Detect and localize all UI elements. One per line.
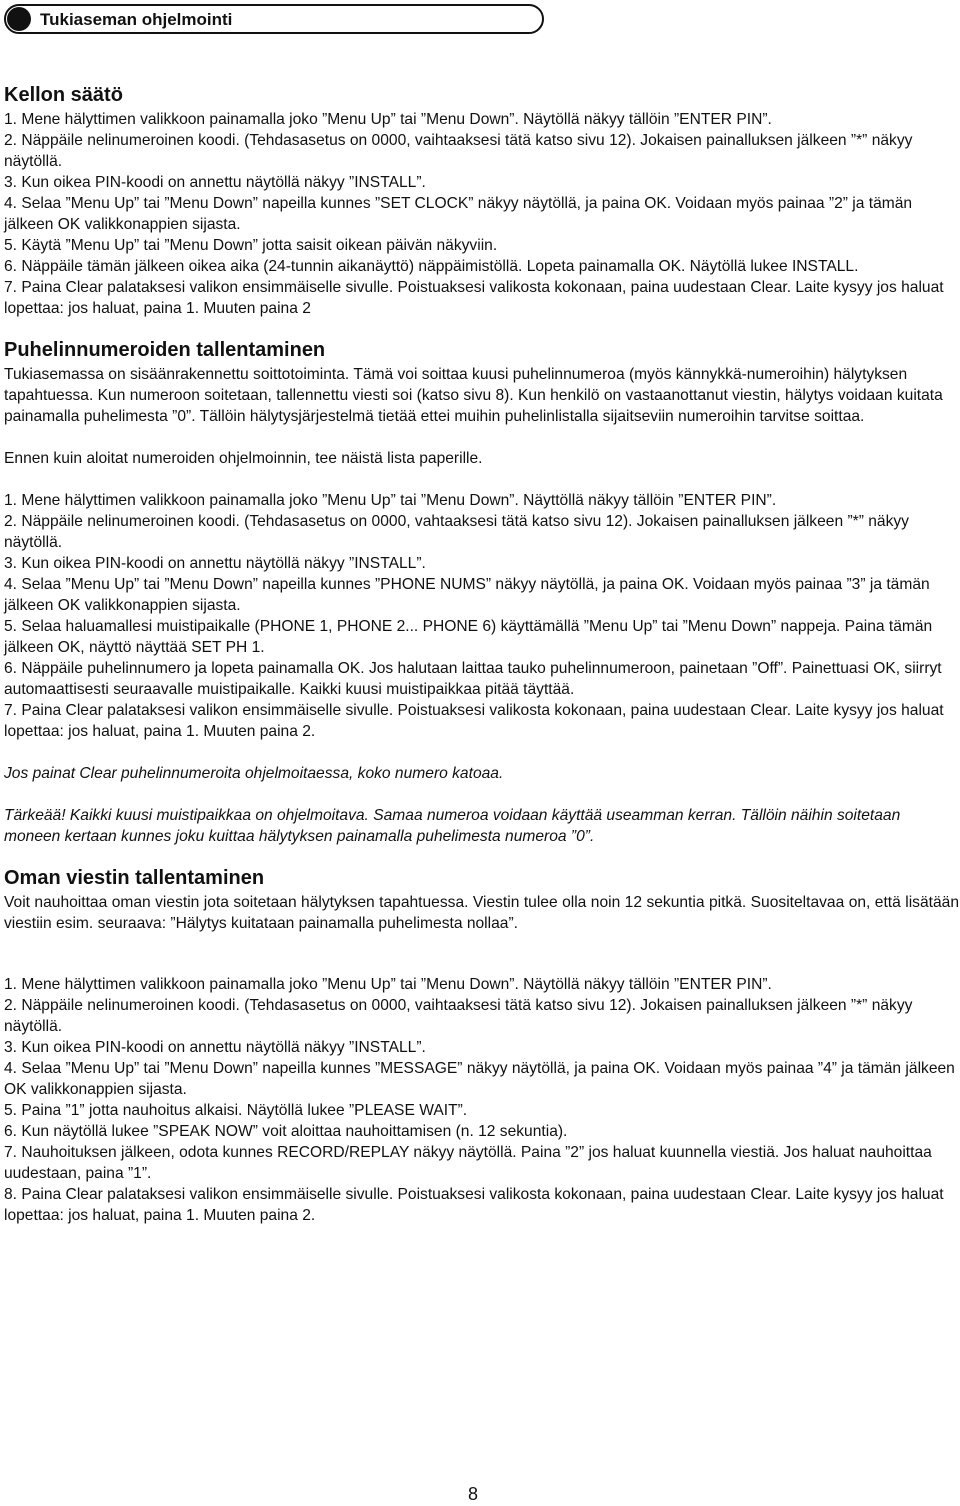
clock-step: 1. Mene hälyttimen valikkoon painamalla joko ”Menu Up” tai ”Menu Down”. Näytöllä näkyy tällöin ”ENTER PIN”.: [4, 111, 772, 128]
message-step: 7. Nauhoituksen jälkeen, odota kunnes RECORD/REPLAY näkyy näytöllä. Paina ”2” jos haluat kuunnella viestiä. Jos haluat nauhoittaa uudestaan, paina ”1”.: [4, 1144, 932, 1182]
clock-step: 6. Näppäile tämän jälkeen oikea aika (24-tunnin aikanäyttö) näppäimistöllä. Lopeta painamalla OK. Näytöllä lukee INSTALL.: [4, 258, 859, 275]
section-header-title: Tukiaseman ohjelmointi: [40, 10, 233, 29]
phone-step: 6. Näppäile puhelinnumero ja lopeta painamalla OK. Jos halutaan laittaa tauko puhelinnumeroon, painetaan ”Off”. Painettuasi OK, siirryt automaattisesti seuraavalle muistipaikalle. Kaikki kuusi muistipaikkaa pitää täyttää.: [4, 660, 942, 698]
clock-step: 3. Kun oikea PIN-koodi on annettu näytöllä näkyy ”INSTALL”.: [4, 174, 426, 191]
clock-step: 7. Paina Clear palataksesi valikon ensimmäiselle sivulle. Poistuaksesi valikosta kokonaan, paina uudestaan Clear. Laite kysyy jos haluat lopettaa: jos haluat, paina 1. Muuten paina 2: [4, 279, 944, 317]
phone-step: 5. Selaa haluamallesi muistipaikalle (PHONE 1, PHONE 2... PHONE 6) käyttämällä ”Menu Up” tai ”Menu Down” nappeja. Paina tämän jälkeen OK, näyttö näyttää SET PH 1.: [4, 618, 933, 656]
message-heading: Oman viestin tallentaminen: [4, 867, 265, 889]
clock-step: 2. Näppäile nelinumeroinen koodi. (Tehdasasetus on 0000, vaihtaaksesi tätä katso sivu 12). Jokaisen painalluksen jälkeen ”*” näkyy näytöllä.: [4, 132, 913, 170]
clear-warning-note: Jos painat Clear puhelinnumeroita ohjelmoitaessa, koko numero katoaa.: [4, 765, 504, 782]
phone-heading: Puhelinnumeroiden tallentaminen: [4, 339, 326, 361]
page-number: 8: [468, 1484, 479, 1504]
bullet-dot-icon: [7, 7, 31, 31]
phone-step: 4. Selaa ”Menu Up” tai ”Menu Down” napeilla kunnes ”PHONE NUMS” näkyy näytöllä, ja paina OK. Voidaan myös painaa ”3” ja tämän jälkeen OK valikkonappien sijasta.: [4, 576, 930, 614]
important-note: Tärkeää! Kaikki kuusi muistipaikkaa on ohjelmoitava. Samaa numeroa voidaan käyttää useamman kerran. Tällöin näihin soitetaan moneen kertaan kunnes joku kuittaa hälytyksen painamalla puhelimesta numeroa ”0”.: [4, 807, 901, 845]
clock-step: 5. Käytä ”Menu Up” tai ”Menu Down” jotta saisit oikean päivän näkyviin.: [4, 237, 498, 254]
clock-step: 4. Selaa ”Menu Up” tai ”Menu Down” napeilla kunnes ”SET CLOCK” näkyy näytöllä, ja paina OK. Voidaan myös painaa ”2” ja tämän jälkeen OK valikkonappien sijasta.: [4, 195, 913, 233]
section-header-bar: [4, 4, 544, 34]
message-intro: Voit nauhoittaa oman viestin jota soitetaan hälytyksen tapahtuessa. Viestin tulee olla noin 12 sekuntia pitkä. Suositeltavaa on, että lisätään viestiin esim. seuraava: ”Hälytys kuitataan painamalla puhelimesta nollaa”.: [4, 894, 959, 932]
phone-intro: Tukiasemassa on sisäänrakennettu soittotoiminta. Tämä voi soittaa kuusi puhelinnumeroa (myös kännykkä-numeroihin) hälytyksen tapahtuessa. Kun numeroon soitetaan, tallennettu viesti soi (katso sivu 8). Kun henkilö on vastaanottanut viestin, hälytys voidaan kuitata painamalla puhelimesta ”0”. Tällöin hälytysjärjestelmä tietää ettei muihin puhelinlistalla sijaitseviin numeroihin tarvitse soittaa.: [4, 366, 943, 425]
message-step: 4. Selaa ”Menu Up” tai ”Menu Down” napeilla kunnes ”MESSAGE” näkyy näytöllä, ja paina OK. Voidaan myös painaa ”4” ja tämän jälkeen OK valikkonappien sijasta.: [4, 1060, 955, 1098]
phone-step: 7. Paina Clear palataksesi valikon ensimmäiselle sivulle. Poistuaksesi valikosta kokonaan, paina uudestaan Clear. Laite kysyy jos haluat lopettaa: jos haluat, paina 1. Muuten paina 2.: [4, 702, 944, 740]
phone-step: 1. Mene hälyttimen valikkoon painamalla joko ”Menu Up” tai ”Menu Down”. Näyttöllä näkyy tällöin ”ENTER PIN”.: [4, 492, 777, 509]
message-step: 8. Paina Clear palataksesi valikon ensimmäiselle sivulle. Poistuaksesi valikosta kokonaan, paina uudestaan Clear. Laite kysyy jos haluat lopettaa: jos haluat, paina 1. Muuten paina 2.: [4, 1186, 944, 1224]
message-step: 2. Näppäile nelinumeroinen koodi. (Tehdasasetus on 0000, vaihtaaksesi tätä katso sivu 12). Jokaisen painalluksen jälkeen ”*” näkyy näytöllä.: [4, 997, 913, 1035]
message-step: 3. Kun oikea PIN-koodi on annettu näytöllä näkyy ”INSTALL”.: [4, 1039, 426, 1056]
phone-before-note: Ennen kuin aloitat numeroiden ohjelmoinnin, tee näistä lista paperille.: [4, 450, 483, 467]
message-step: 5. Paina ”1” jotta nauhoitus alkaisi. Näytöllä lukee ”PLEASE WAIT”.: [4, 1102, 468, 1119]
message-step: 6. Kun näytöllä lukee ”SPEAK NOW” voit aloittaa nauhoittamisen (n. 12 sekuntia).: [4, 1123, 568, 1140]
clock-heading: Kellon säätö: [4, 84, 123, 106]
phone-step: 3. Kun oikea PIN-koodi on annettu näytöllä näkyy ”INSTALL”.: [4, 555, 426, 572]
message-step: 1. Mene hälyttimen valikkoon painamalla joko ”Menu Up” tai ”Menu Down”. Näytöllä näkyy tällöin ”ENTER PIN”.: [4, 976, 772, 993]
page-content: [4, 82, 959, 1226]
phone-step: 2. Näppäile nelinumeroinen koodi. (Tehdasasetus on 0000, vahtaaksesi tätä katso sivu 12). Jokaisen painalluksen jälkeen ”*” näkyy näytöllä.: [4, 513, 909, 551]
